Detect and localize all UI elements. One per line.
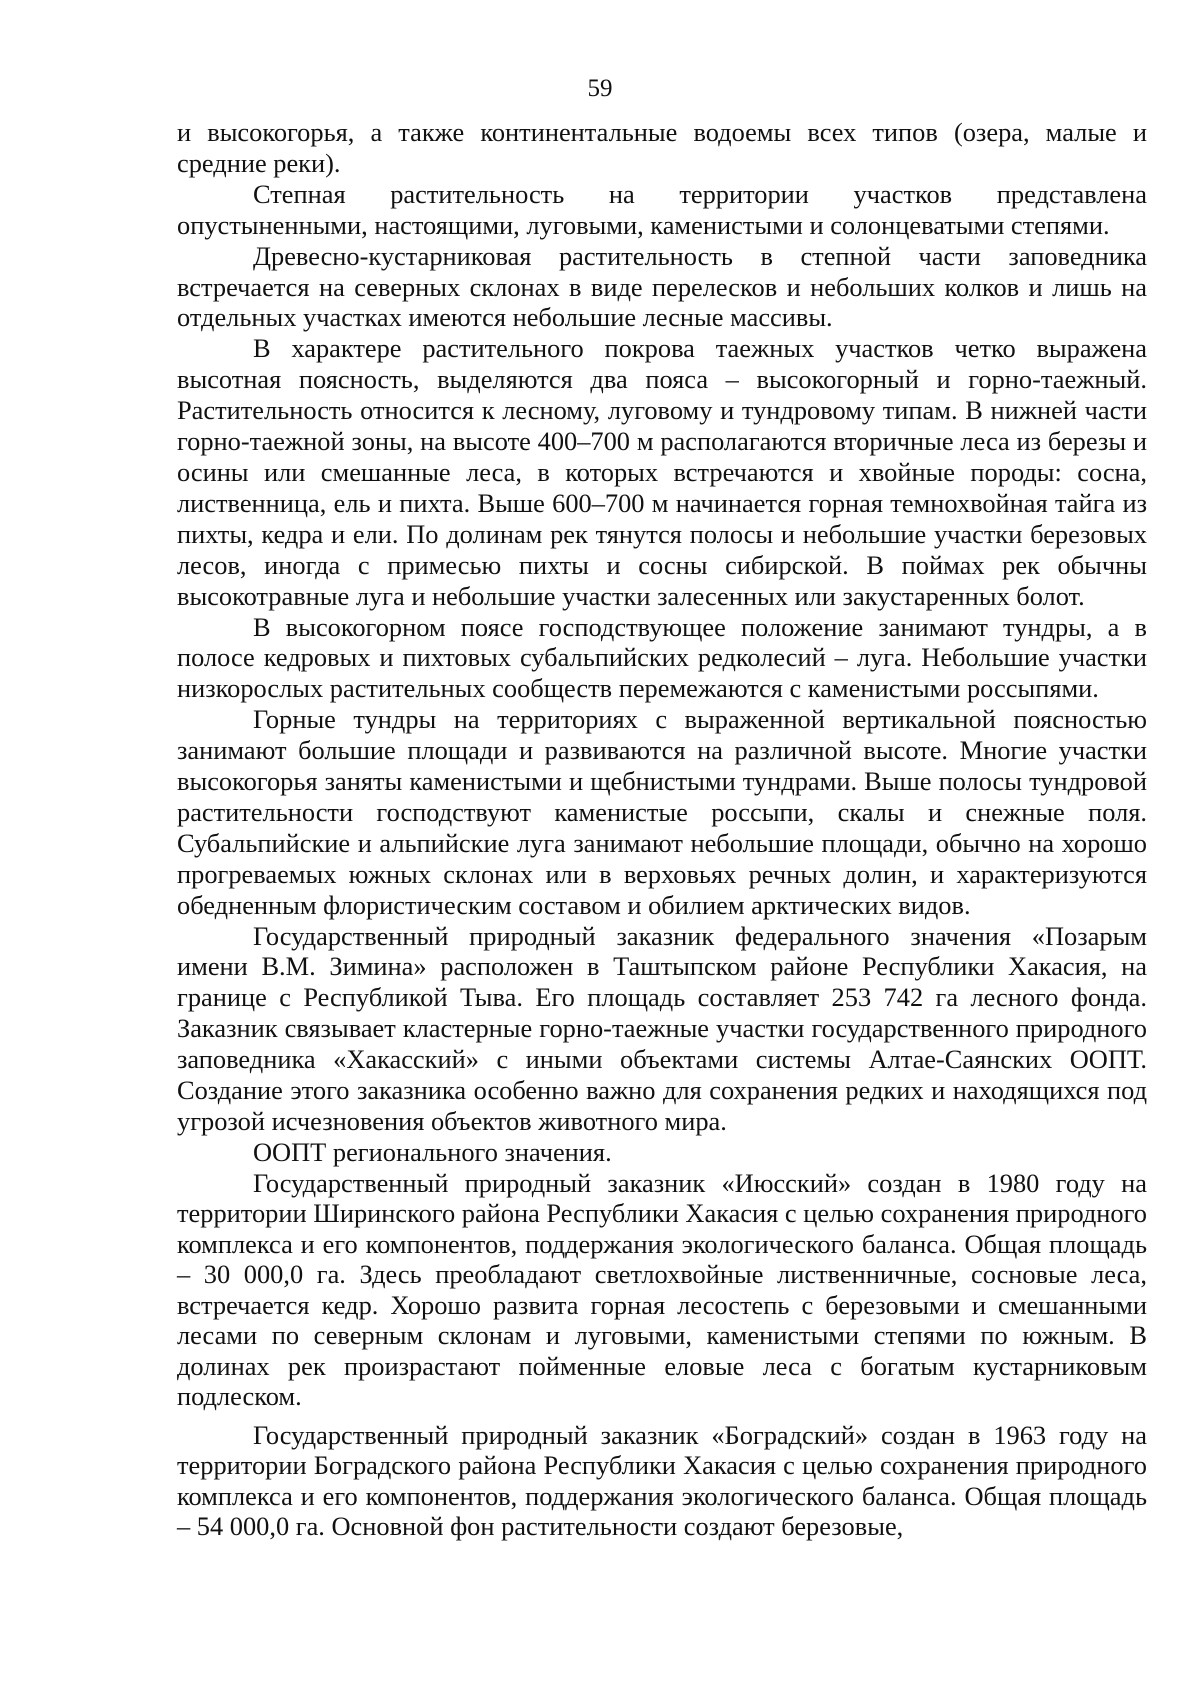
- paragraph-mountain-tundra: Горные тундры на территориях с выраженной вертикальной поясностью занимают большие площади и развиваются на различной высоте. Многие участки высокогорья заняты каменистыми и щебнистыми тундрами. Выше полосы тундровой растительности господствуют каменистые россыпи, скалы и снежные поля. Субальпийские и альпийские луга занимают небольшие площади, обычно на хорошо прогреваемых южных склонах или в верховьях речных долин, и характеризуются обедненным флористическим составом и обилием арктических видов.: [177, 704, 1147, 920]
- paragraph-bogradskiy-reserve: Государственный природный заказник «Боградский» создан в 1963 году на территории Боградского района Республики Хакасия с целью сохранения природного комплекса и его компонентов, поддержания экологического баланса. Общая площадь – 54 000,0 га. Основной фон растительности создают березовые,: [177, 1419, 1147, 1542]
- paragraph-iyusskiy-reserve: Государственный природный заказник «Июсский» создан в 1980 году на территории Ширинского района Республики Хакасия с целью сохранения природного комплекса и его компонентов, поддержания экологического баланса. Общая площадь – 30 000,0 га. Здесь преобладают светлохвойные лиственничные, сосновые леса, встречается кедр. Хорошо развита горная лесостепь с березовыми и смешанными лесами по северным склонам и луговыми, каменистыми степями по южным. В долинах рек произрастают пойменные еловые леса с богатым кустарниковым подлеском.: [177, 1167, 1147, 1412]
- paragraph-continuation: и высокогорья, а также континентальные водоемы всех типов (озера, малые и средние реки).: [177, 117, 1147, 178]
- paragraph-regional-heading: ООПТ регионального значения.: [253, 1136, 612, 1167]
- paragraph-steppe-vegetation: Степная растительность на территории участков представлена опустыненными, настоящими, луговыми, каменистыми и солонцеватыми степями.: [177, 178, 1147, 240]
- page-number: 59: [587, 75, 613, 102]
- page-body: [177, 117, 1147, 1542]
- paragraph-highland-belt: В высокогорном поясе господствующее положение занимают тундры, а в полосе кедровых и пихтовых субальпийских редколесий – луга. Небольшие участки низкорослых растительных сообществ перемежаются с каменистыми россыпями.: [177, 611, 1147, 704]
- paragraph-taiga-zonation: В характере растительного покрова таежных участков четко выражена высотная поясность, выделяются два пояса – высокогорный и горно-таежный. Растительность относится к лесному, луговому и тундровому типам. В нижней части горно-таежной зоны, на высоте 400–700 м располагаются вторичные леса из березы и осины или смешанные леса, в которых встречаются и хвойные породы: сосна, лиственница, ель и пихта. Выше 600–700 м начинается горная темнохвойная тайга из пихты, кедра и ели. По долинам рек тянутся полосы и небольшие участки березовых лесов, иногда с примесью пихты и сосны сибирской. В поймах рек обычны высокотравные луга и небольшие участки залесенных или закустаренных болот.: [177, 333, 1147, 611]
- paragraph-pozarym-reserve: Государственный природный заказник федерального значения «Позарым имени В.М. Зимина» расположен в Таштыпском районе Республики Хакасия, на границе с Республикой Тыва. Его площадь составляет 253 742 га лесного фонда. Заказник связывает кластерные горно-таежные участки государственного природного заповедника «Хакасский» с иными объектами системы Алтае-Саянских ООПТ. Создание этого заказника особенно важно для сохранения редких и находящихся под угрозой исчезновения объектов животного мира.: [177, 920, 1147, 1136]
- paragraph-shrub-vegetation: Древесно-кустарниковая растительность в степной части заповедника встречается на северных склонах в виде перелесков и небольших колков и лишь на отдельных участках имеются небольшие лесные массивы.: [177, 240, 1147, 333]
